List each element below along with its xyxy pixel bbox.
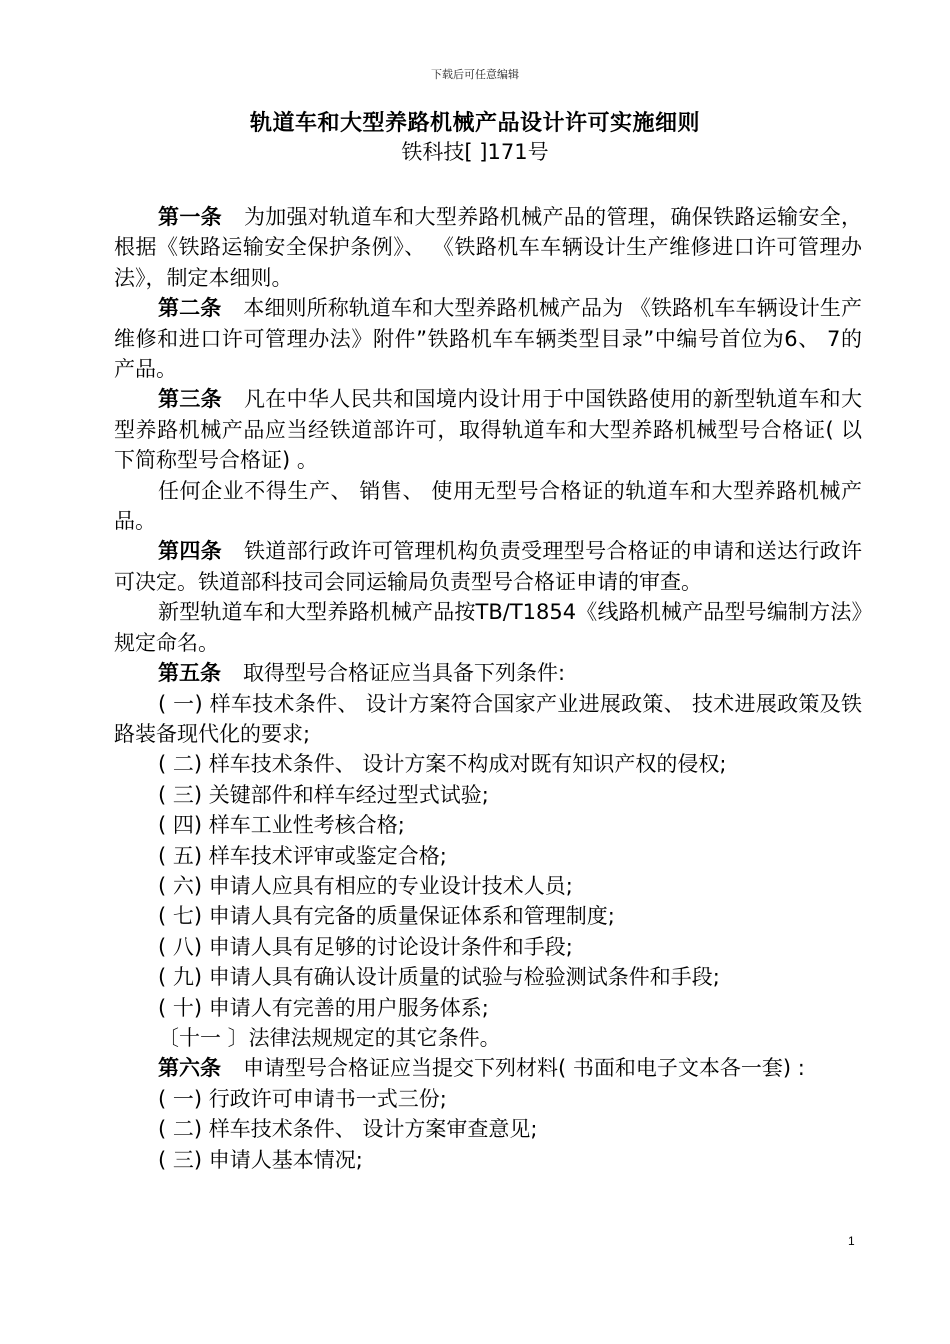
page-number: 1	[848, 1234, 855, 1248]
document-title: 轨道车和大型养路机械产品设计许可实施细则	[249, 111, 700, 136]
list-item: ( 五) 样车技术评审或鉴定合格;	[158, 843, 447, 868]
article-label: 第四条	[158, 539, 222, 564]
article-1	[114, 202, 862, 293]
article-4	[114, 536, 862, 597]
article-3-paragraph-2: 任何企业不得生产、 销售、 使用无型号合格证的轨道车和大型养路机械产品。	[114, 478, 862, 534]
article-text: 凡在中华人民共和国境内设计用于中国铁路使用的新型轨道车和大型养路机械产品应当经铁道部许可，取得轨道车和大型养路机械型号合格证( 以下简称型号合格证) 。	[114, 387, 862, 473]
list-item: ( 八) 申请人具有足够的讨论设计条件和手段;	[158, 934, 573, 959]
list-item: ( 三) 申请人基本情况;	[158, 1147, 363, 1172]
list-item: ( 一) 样车技术条件、 设计方案符合国家产业进展政策、 技术进展政策及铁路装备现代化的要求;	[114, 691, 862, 746]
article-2	[114, 293, 862, 384]
list-item: ( 三) 关键部件和样车经过型式试验;	[158, 782, 489, 807]
list-item: ( 一) 行政许可申请书一式三份;	[158, 1086, 447, 1111]
article-5	[114, 658, 862, 688]
list-item: ( 二) 样车技术条件、 设计方案不构成对既有知识产权的侵权;	[158, 752, 727, 777]
document-subtitle: 铁科技[ ]171号	[401, 140, 549, 164]
article-4-paragraph-2: 新型轨道车和大型养路机械产品按TB/T1854《线路机械产品型号编制方法》规定命名。	[114, 600, 862, 655]
article-label: 第六条	[158, 1056, 221, 1081]
article-label: 第三条	[158, 387, 222, 412]
article-3	[114, 384, 862, 475]
article-label: 第一条	[158, 205, 222, 229]
article-6	[114, 1053, 862, 1083]
article-label: 第五条	[158, 661, 221, 686]
article-text: 为加强对轨道车和大型养路机械产品的管理，确保铁路运输安全，根据《铁路运输安全保护条例》、 《铁路机车车辆设计生产维修进口许可管理办法》，制定本细则。	[114, 205, 862, 290]
list-item: ( 二) 样车技术条件、 设计方案审查意见;	[158, 1117, 538, 1142]
list-item: 〔十一 〕法律法规规定的其它条件。	[158, 1025, 501, 1050]
article-label: 第二条	[158, 296, 222, 321]
document-body	[114, 202, 862, 1175]
list-item: ( 四) 样车工业性考核合格;	[158, 813, 405, 838]
article-text: 申请型号合格证应当提交下列材料( 书面和电子文本各一套) :	[243, 1056, 805, 1081]
article-text: 铁道部行政许可管理机构负责受理型号合格证的申请和送达行政许可决定。铁道部科技司会同运输局负责型号合格证申请的审查。	[114, 539, 862, 594]
article-text: 取得型号合格证应当具备下列条件:	[243, 661, 566, 686]
list-item: ( 六) 申请人应具有相应的专业设计技术人员;	[158, 873, 573, 898]
list-item: ( 九) 申请人具有确认设计质量的试验与检验测试条件和手段;	[158, 965, 720, 990]
list-item: ( 七) 申请人具有完备的质量保证体系和管理制度;	[158, 904, 615, 929]
article-text: 本细则所称轨道车和大型养路机械产品为 《铁路机车车辆设计生产维修和进口许可管理办法》附件”铁路机车车辆类型目录”中编号首位为6、 7的产品。	[114, 296, 862, 382]
header-note: 下载后可任意编辑	[431, 68, 519, 81]
list-item: ( 十) 申请人有完善的用户服务体系;	[158, 995, 489, 1020]
